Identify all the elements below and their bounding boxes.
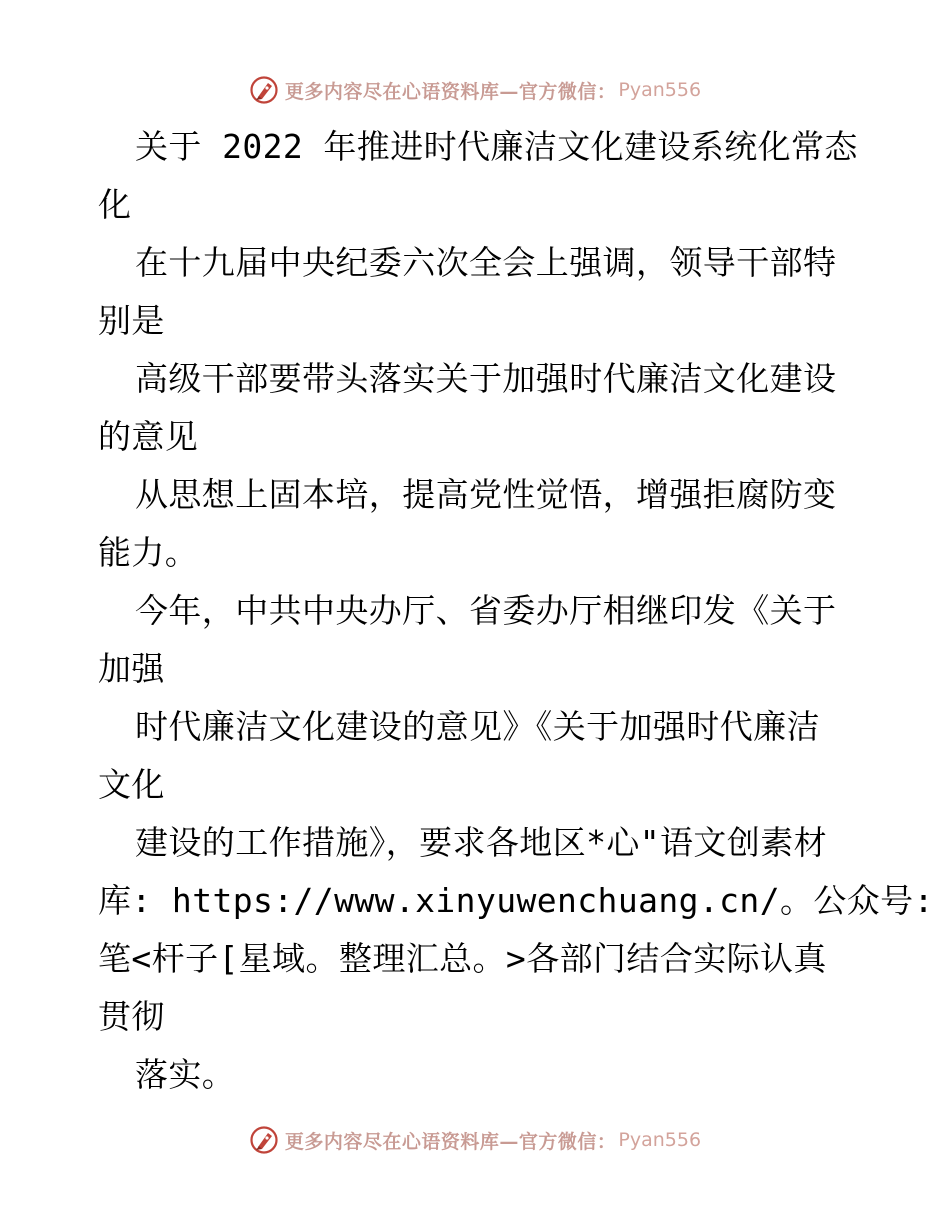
text-line: 加强 <box>98 649 165 688</box>
footer-banner <box>0 1120 950 1160</box>
text-line: 今年，中共中央办厅、省委办厅相继印发《关于 <box>135 591 837 630</box>
text-line: 高级干部要带头落实关于加强时代廉洁文化建设 <box>135 359 837 398</box>
footer-wechat-id: Pyan556 <box>618 1129 702 1151</box>
header-banner <box>0 70 950 110</box>
text-line: 时代廉洁文化建设的意见》《关于加强时代廉洁 <box>135 707 820 746</box>
text-line: 文化 <box>98 765 165 804</box>
text-line: 贯彻 <box>98 997 165 1036</box>
header-wechat-id: Pyan556 <box>618 79 702 101</box>
text-line: 关于 2022 年推进时代廉洁文化建设系统化常态 <box>135 127 858 166</box>
text-line: 笔<杆子[星域。整理汇总。>各部门结合实际认真 <box>98 939 827 978</box>
text-line: 别是 <box>98 301 165 340</box>
pen-nib-logo-icon <box>249 1125 279 1155</box>
text-line: 落实。 <box>135 1055 236 1094</box>
text-line: 建设的工作措施》，要求各地区*心"语文创素材 <box>135 823 828 862</box>
text-line: 在十九届中央纪委六次全会上强调，领导干部特 <box>135 243 837 282</box>
text-line: 库: https://www.xinyuwenchuang.cn/。公众号: <box>98 881 934 920</box>
header-banner-content[interactable] <box>249 75 701 105</box>
text-line: 能力。 <box>98 533 199 572</box>
text-line: 化 <box>98 185 132 224</box>
text-line: 的意见 <box>98 417 199 456</box>
header-banner-text: 更多内容尽在心语资料库—官方微信： <box>284 80 617 103</box>
pen-nib-logo-icon <box>249 75 279 105</box>
footer-banner-content[interactable] <box>249 1125 701 1155</box>
document-body <box>98 118 934 1104</box>
text-line: 从思想上固本培，提高党性觉悟，增强拒腐防变 <box>135 475 837 514</box>
footer-banner-text: 更多内容尽在心语资料库—官方微信： <box>284 1130 617 1153</box>
